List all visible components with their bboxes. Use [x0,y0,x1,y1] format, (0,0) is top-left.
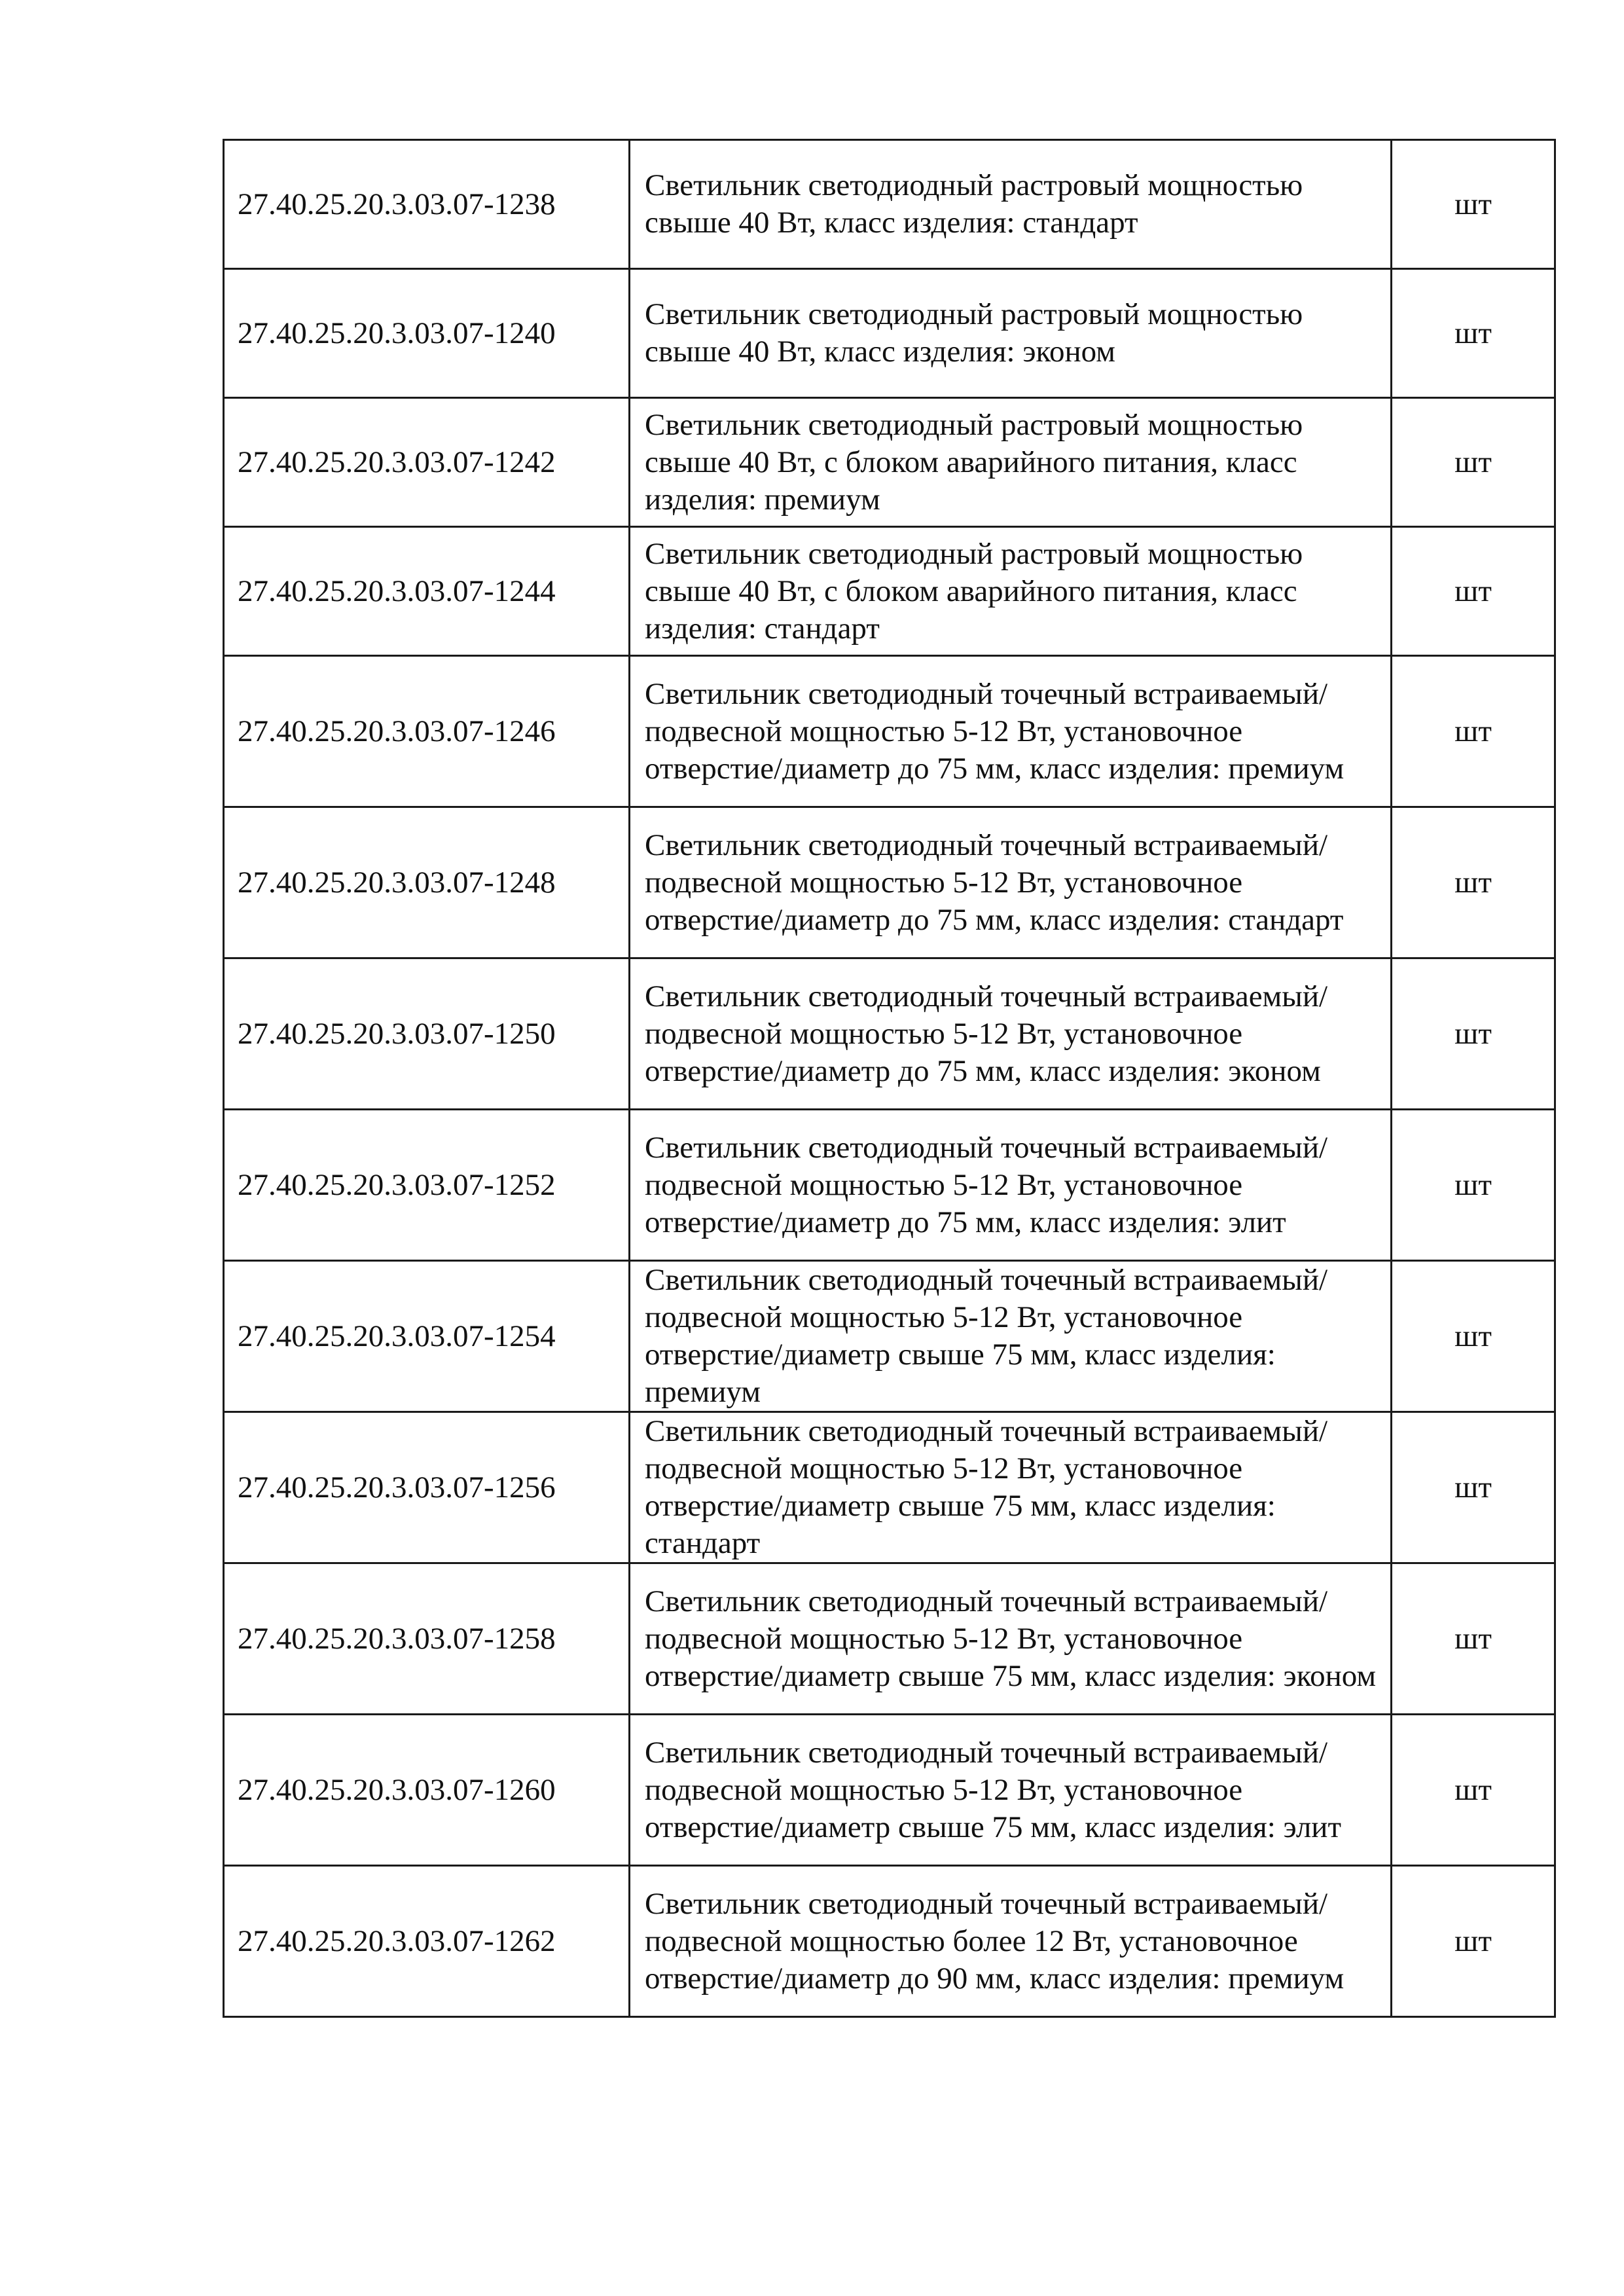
table-row [224,527,1555,656]
resource-table [223,139,1556,2018]
resource-name: Светильник светодиодный точечный встраиваемый/подвесной мощностью 5-12 Вт, установочное отверстие/диаметр до 75 мм, класс изделия: эконом [630,958,1392,1110]
resource-unit: шт [1392,958,1555,1110]
table-row [224,398,1555,527]
resource-code: 27.40.25.20.3.03.07-1256 [224,1412,630,1563]
resource-unit: шт [1392,140,1555,269]
resource-name: Светильник светодиодный точечный встраиваемый/подвесной мощностью 5-12 Вт, установочное отверстие/диаметр до 75 мм, класс изделия: элит [630,1110,1392,1261]
table-row [224,1412,1555,1563]
resource-name: Светильник светодиодный растровый мощностью свыше 40 Вт, класс изделия: эконом [630,269,1392,398]
resource-unit: шт [1392,1412,1555,1563]
resource-name: Светильник светодиодный точечный встраиваемый/подвесной мощностью 5-12 Вт, установочное отверстие/диаметр до 75 мм, класс изделия: стандарт [630,807,1392,958]
resource-unit: шт [1392,1563,1555,1715]
resource-name: Светильник светодиодный растровый мощностью свыше 40 Вт, с блоком аварийного питания, класс изделия: премиум [630,398,1392,527]
table-row [224,807,1555,958]
resource-code: 27.40.25.20.3.03.07-1258 [224,1563,630,1715]
resource-name: Светильник светодиодный точечный встраиваемый/подвесной мощностью 5-12 Вт, установочное отверстие/диаметр свыше 75 мм, класс изделия: элит [630,1715,1392,1866]
resource-code: 27.40.25.20.3.03.07-1262 [224,1866,630,2017]
resource-unit: шт [1392,1261,1555,1412]
resource-name: Светильник светодиодный точечный встраиваемый/подвесной мощностью 5-12 Вт, установочное отверстие/диаметр свыше 75 мм, класс изделия: эконом [630,1563,1392,1715]
resource-name: Светильник светодиодный точечный встраиваемый/подвесной мощностью 5-12 Вт, установочное отверстие/диаметр свыше 75 мм, класс изделия: стандарт [630,1412,1392,1563]
resource-code: 27.40.25.20.3.03.07-1244 [224,527,630,656]
resource-name: Светильник светодиодный точечный встраиваемый/подвесной мощностью 5-12 Вт, установочное отверстие/диаметр свыше 75 мм, класс изделия: премиум [630,1261,1392,1412]
resource-code: 27.40.25.20.3.03.07-1252 [224,1110,630,1261]
resource-unit: шт [1392,269,1555,398]
table-row [224,140,1555,269]
resource-name: Светильник светодиодный растровый мощностью свыше 40 Вт, с блоком аварийного питания, класс изделия: стандарт [630,527,1392,656]
resource-unit: шт [1392,656,1555,807]
resource-unit: шт [1392,1866,1555,2017]
table-row [224,269,1555,398]
resource-unit: шт [1392,1110,1555,1261]
table-row [224,1715,1555,1866]
resource-code: 27.40.25.20.3.03.07-1242 [224,398,630,527]
resource-code: 27.40.25.20.3.03.07-1250 [224,958,630,1110]
resource-unit: шт [1392,398,1555,527]
resource-code: 27.40.25.20.3.03.07-1260 [224,1715,630,1866]
table-row [224,656,1555,807]
resource-code: 27.40.25.20.3.03.07-1238 [224,140,630,269]
resource-unit: шт [1392,807,1555,958]
table-row [224,1261,1555,1412]
resource-code: 27.40.25.20.3.03.07-1248 [224,807,630,958]
table-row [224,1866,1555,2017]
table-row [224,958,1555,1110]
resource-code: 27.40.25.20.3.03.07-1246 [224,656,630,807]
resource-code: 27.40.25.20.3.03.07-1240 [224,269,630,398]
table-row [224,1563,1555,1715]
resource-name: Светильник светодиодный точечный встраиваемый/подвесной мощностью более 12 Вт, установочное отверстие/диаметр до 90 мм, класс изделия: премиум [630,1866,1392,2017]
resource-unit: шт [1392,527,1555,656]
resource-code: 27.40.25.20.3.03.07-1254 [224,1261,630,1412]
resource-unit: шт [1392,1715,1555,1866]
table-row [224,1110,1555,1261]
resource-name: Светильник светодиодный растровый мощностью свыше 40 Вт, класс изделия: стандарт [630,140,1392,269]
resource-name: Светильник светодиодный точечный встраиваемый/подвесной мощностью 5-12 Вт, установочное отверстие/диаметр до 75 мм, класс изделия: премиум [630,656,1392,807]
